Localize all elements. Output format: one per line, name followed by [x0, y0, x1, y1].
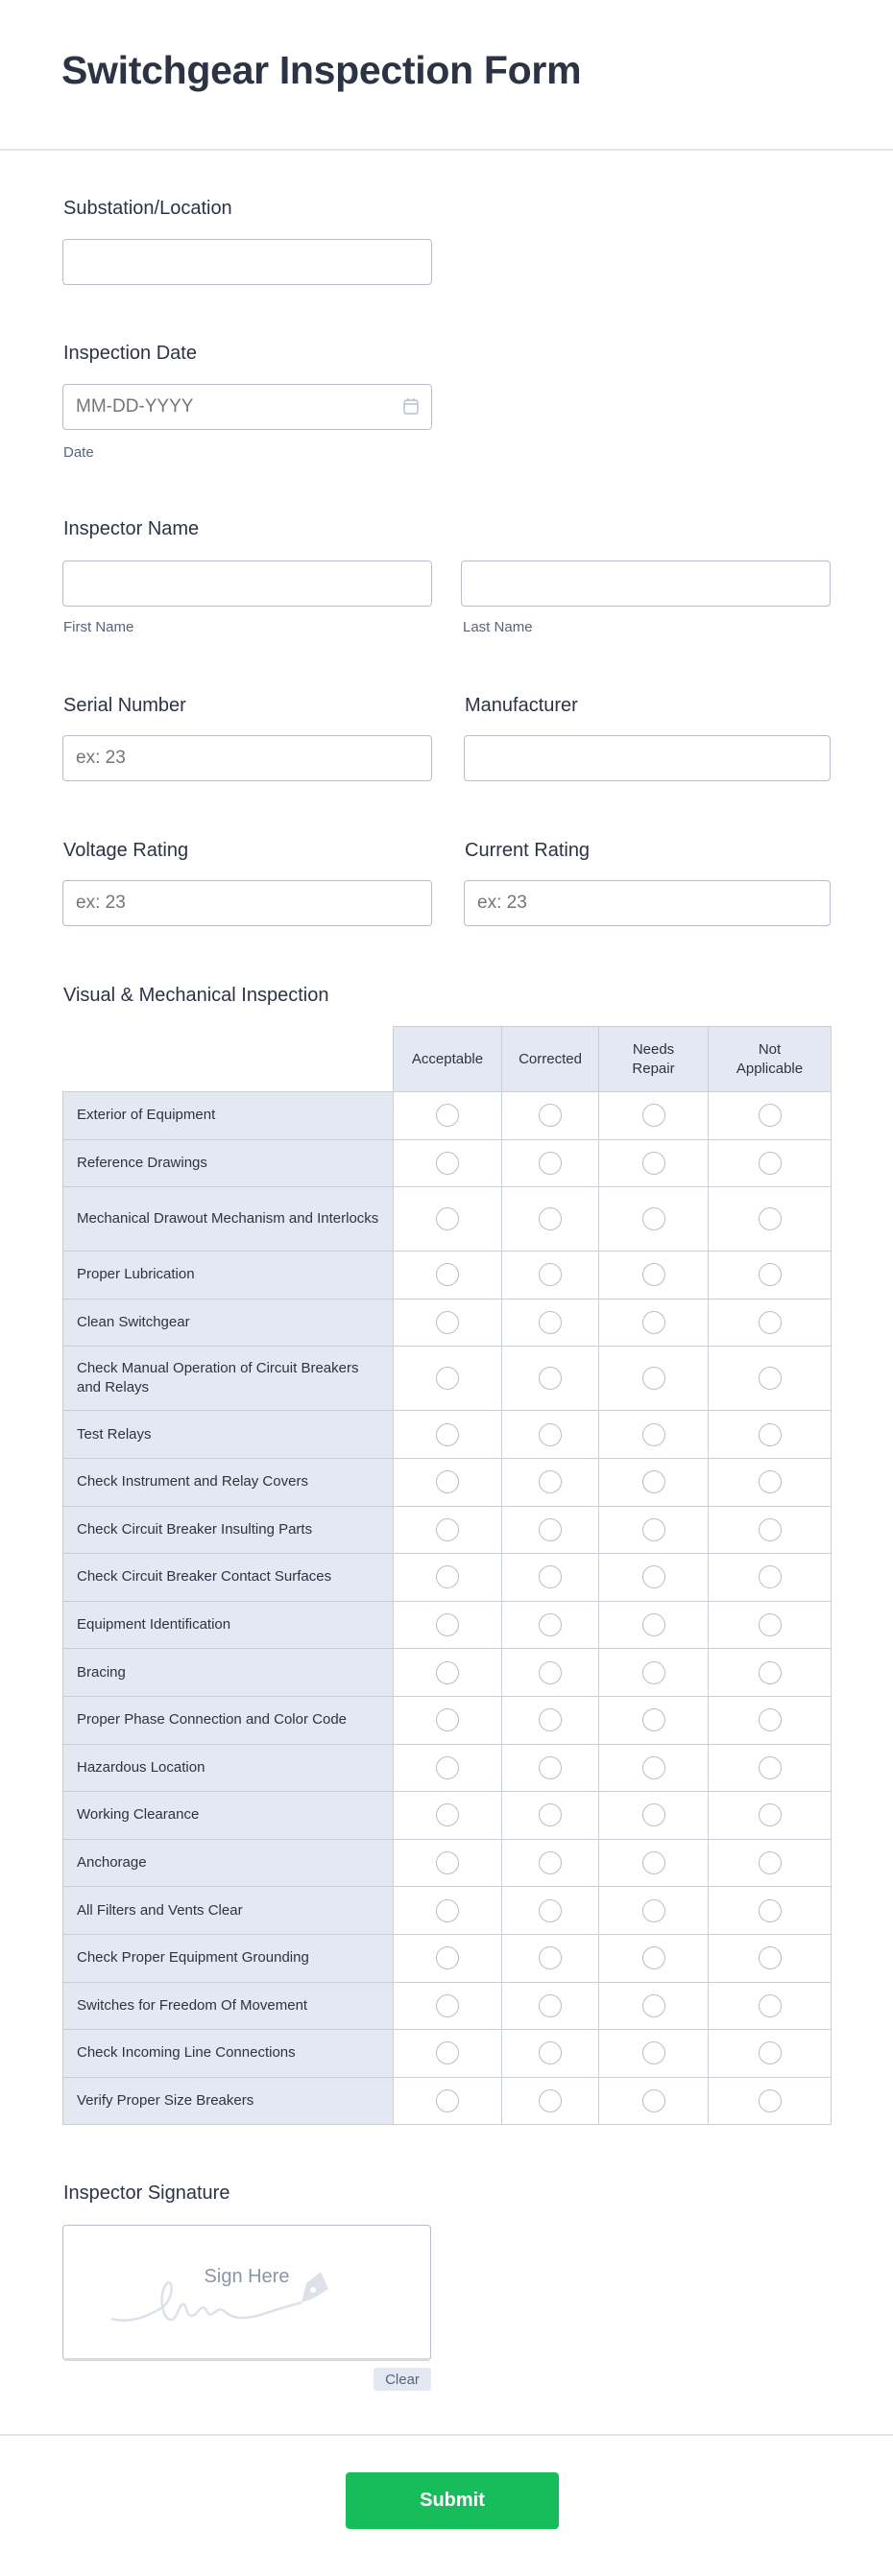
radio-button[interactable] [642, 1367, 665, 1390]
matrix-cell [394, 1187, 502, 1252]
current-rating-label: Current Rating [465, 840, 591, 861]
matrix-row [63, 1982, 832, 2030]
radio-button[interactable] [539, 1994, 562, 2017]
radio-button[interactable] [642, 1899, 665, 1922]
radio-button[interactable] [436, 1899, 459, 1922]
radio-button[interactable] [539, 1311, 562, 1334]
radio-button[interactable] [539, 1661, 562, 1684]
radio-button[interactable] [539, 1851, 562, 1874]
radio-button[interactable] [539, 1263, 562, 1286]
signature-pen-icon [109, 2264, 340, 2331]
radio-button[interactable] [642, 1152, 665, 1175]
current-rating-input[interactable] [464, 880, 831, 926]
radio-button[interactable] [642, 2041, 665, 2064]
matrix-cell [502, 2030, 599, 2078]
manufacturer-label: Manufacturer [465, 695, 578, 716]
substation-input[interactable] [62, 239, 432, 285]
matrix-cell [709, 1934, 832, 1982]
radio-button[interactable] [539, 1104, 562, 1127]
matrix-row [63, 1696, 832, 1744]
radio-button[interactable] [642, 1803, 665, 1826]
matrix-cell [599, 2077, 709, 2125]
matrix-cell [502, 1092, 599, 1140]
radio-button[interactable] [642, 1661, 665, 1684]
radio-button[interactable] [436, 1207, 459, 1230]
signature-pad[interactable] [62, 2225, 431, 2361]
radio-button[interactable] [436, 1756, 459, 1779]
matrix-cell [709, 1092, 832, 1140]
matrix-cell [502, 1887, 599, 1935]
matrix-row-label: Clean Switchgear [63, 1299, 394, 1347]
radio-button[interactable] [759, 1470, 782, 1493]
voltage-rating-label: Voltage Rating [63, 840, 189, 861]
matrix-cell [394, 1139, 502, 1187]
matrix-row-label: Check Incoming Line Connections [63, 2030, 394, 2078]
matrix-cell [394, 1252, 502, 1300]
matrix-cell [502, 1139, 599, 1187]
radio-button[interactable] [642, 1518, 665, 1541]
matrix-cell [502, 2077, 599, 2125]
radio-button[interactable] [436, 1803, 459, 1826]
matrix-row-label: Mechanical Drawout Mechanism and Interlocks [63, 1187, 394, 1252]
matrix-cell [502, 1187, 599, 1252]
matrix-cell [394, 1411, 502, 1459]
radio-button[interactable] [759, 1756, 782, 1779]
last-name-sublabel: Last Name [463, 619, 533, 635]
matrix-cell [502, 1696, 599, 1744]
matrix-row-label: Switches for Freedom Of Movement [63, 1982, 394, 2030]
matrix-row-label: Anchorage [63, 1839, 394, 1887]
radio-button[interactable] [539, 1708, 562, 1731]
radio-button[interactable] [436, 2089, 459, 2112]
matrix-label: Visual & Mechanical Inspection [63, 985, 329, 1006]
radio-button[interactable] [642, 1946, 665, 1969]
matrix-cell [599, 1601, 709, 1649]
radio-button[interactable] [436, 1367, 459, 1390]
header-divider [0, 149, 893, 151]
substation-label: Substation/Location [63, 198, 232, 219]
matrix-row-label: Check Proper Equipment Grounding [63, 1934, 394, 1982]
radio-button[interactable] [642, 1708, 665, 1731]
matrix-cell [599, 1696, 709, 1744]
calendar-icon[interactable] [403, 397, 419, 415]
radio-button[interactable] [642, 1207, 665, 1230]
matrix-cell [394, 1792, 502, 1840]
matrix-cell [709, 1252, 832, 1300]
first-name-sublabel: First Name [63, 619, 134, 635]
clear-signature-button[interactable]: Clear [374, 2368, 431, 2391]
radio-button[interactable] [436, 1423, 459, 1446]
matrix-column-header: Acceptable [394, 1027, 502, 1092]
matrix-cell [502, 1458, 599, 1506]
radio-button[interactable] [759, 1263, 782, 1286]
matrix-row [63, 1601, 832, 1649]
matrix-cell [599, 2030, 709, 2078]
radio-button[interactable] [539, 1565, 562, 1588]
matrix-cell [394, 1887, 502, 1935]
radio-button[interactable] [436, 1851, 459, 1874]
date-sublabel: Date [63, 444, 94, 461]
matrix-row [63, 1839, 832, 1887]
matrix-cell [502, 1839, 599, 1887]
last-name-input[interactable] [461, 561, 831, 607]
matrix-row [63, 1744, 832, 1792]
radio-button[interactable] [436, 1104, 459, 1127]
matrix-row [63, 2077, 832, 2125]
matrix-cell [599, 1187, 709, 1252]
matrix-row [63, 1252, 832, 1300]
matrix-cell [502, 1347, 599, 1411]
radio-button[interactable] [436, 1661, 459, 1684]
matrix-cell [502, 1792, 599, 1840]
matrix-cell [709, 2030, 832, 2078]
matrix-row [63, 1299, 832, 1347]
radio-button[interactable] [539, 1470, 562, 1493]
matrix-cell [709, 1982, 832, 2030]
radio-button[interactable] [642, 1613, 665, 1636]
matrix-cell [599, 1347, 709, 1411]
submit-button[interactable]: Submit [346, 2472, 559, 2529]
radio-button[interactable] [759, 2041, 782, 2064]
radio-button[interactable] [436, 2041, 459, 2064]
matrix-cell [394, 2077, 502, 2125]
radio-button[interactable] [759, 1104, 782, 1127]
matrix-cell [394, 1601, 502, 1649]
matrix-row-label: Check Instrument and Relay Covers [63, 1458, 394, 1506]
matrix-cell [709, 1458, 832, 1506]
matrix-cell [599, 1982, 709, 2030]
matrix-row [63, 1554, 832, 1602]
radio-button[interactable] [436, 1263, 459, 1286]
matrix-cell [394, 1934, 502, 1982]
matrix-row-label: Bracing [63, 1649, 394, 1697]
matrix-row [63, 1092, 832, 1140]
matrix-row [63, 1139, 832, 1187]
radio-button[interactable] [436, 1708, 459, 1731]
matrix-row [63, 1649, 832, 1697]
radio-button[interactable] [642, 1994, 665, 2017]
inspector-name-label: Inspector Name [63, 518, 200, 539]
matrix-cell [599, 1554, 709, 1602]
radio-button[interactable] [759, 1311, 782, 1334]
radio-button[interactable] [436, 1946, 459, 1969]
matrix-cell [502, 1299, 599, 1347]
matrix-cell [502, 1252, 599, 1300]
matrix-row [63, 1934, 832, 1982]
radio-button[interactable] [642, 1565, 665, 1588]
radio-button[interactable] [539, 1152, 562, 1175]
matrix-cell [394, 2030, 502, 2078]
matrix-cell [394, 1458, 502, 1506]
radio-button[interactable] [759, 1994, 782, 2017]
radio-button[interactable] [539, 1518, 562, 1541]
matrix-cell [709, 1139, 832, 1187]
radio-button[interactable] [436, 1311, 459, 1334]
first-name-input[interactable] [62, 561, 432, 607]
matrix-cell [709, 1839, 832, 1887]
matrix-column-header: Corrected [502, 1027, 599, 1092]
matrix-row-label: Test Relays [63, 1411, 394, 1459]
radio-button[interactable] [759, 1803, 782, 1826]
matrix-cell [599, 1839, 709, 1887]
radio-button[interactable] [759, 1565, 782, 1588]
matrix-cell [709, 1506, 832, 1554]
serial-number-label: Serial Number [63, 695, 186, 716]
radio-button[interactable] [539, 1899, 562, 1922]
matrix-cell [502, 1934, 599, 1982]
matrix-cell [599, 1792, 709, 1840]
matrix-cell [502, 1601, 599, 1649]
radio-button[interactable] [642, 2089, 665, 2112]
matrix-row-label: Reference Drawings [63, 1139, 394, 1187]
voltage-rating-input[interactable] [62, 880, 432, 926]
matrix-row-label: Check Circuit Breaker Insulting Parts [63, 1506, 394, 1554]
matrix-cell [394, 1092, 502, 1140]
matrix-cell [502, 1649, 599, 1697]
matrix-row-label: Proper Phase Connection and Color Code [63, 1696, 394, 1744]
matrix-cell [394, 1744, 502, 1792]
radio-button[interactable] [642, 1423, 665, 1446]
inspection-matrix [62, 1026, 832, 2125]
radio-button[interactable] [539, 1613, 562, 1636]
matrix-cell [709, 1649, 832, 1697]
radio-button[interactable] [759, 1207, 782, 1230]
matrix-row [63, 1347, 832, 1411]
matrix-cell [599, 1887, 709, 1935]
matrix-cell [709, 2077, 832, 2125]
matrix-cell [599, 1506, 709, 1554]
radio-button[interactable] [759, 1899, 782, 1922]
matrix-corner [63, 1027, 394, 1092]
radio-button[interactable] [436, 1613, 459, 1636]
matrix-cell [599, 1934, 709, 1982]
footer-divider [0, 2434, 893, 2436]
matrix-cell [394, 1696, 502, 1744]
matrix-column-header: Not Applicable [709, 1027, 832, 1092]
matrix-cell [599, 1299, 709, 1347]
matrix-cell [709, 1887, 832, 1935]
radio-button[interactable] [759, 2089, 782, 2112]
matrix-cell [394, 1506, 502, 1554]
matrix-cell [709, 1299, 832, 1347]
matrix-cell [394, 1839, 502, 1887]
radio-button[interactable] [539, 1803, 562, 1826]
date-field[interactable] [62, 384, 432, 430]
radio-button[interactable] [642, 1851, 665, 1874]
matrix-row-label: Check Circuit Breaker Contact Surfaces [63, 1554, 394, 1602]
radio-button[interactable] [539, 1946, 562, 1969]
inspection-date-label: Inspection Date [63, 343, 197, 364]
matrix-cell [599, 1744, 709, 1792]
matrix-row-label: All Filters and Vents Clear [63, 1887, 394, 1935]
radio-button[interactable] [642, 1311, 665, 1334]
radio-button[interactable] [642, 1756, 665, 1779]
radio-button[interactable] [539, 1207, 562, 1230]
matrix-row [63, 2030, 832, 2078]
matrix-cell [599, 1411, 709, 1459]
matrix-cell [599, 1252, 709, 1300]
matrix-row [63, 1411, 832, 1459]
radio-button[interactable] [642, 1263, 665, 1286]
radio-button[interactable] [759, 1152, 782, 1175]
radio-button[interactable] [436, 1470, 459, 1493]
matrix-cell [394, 1299, 502, 1347]
radio-button[interactable] [642, 1470, 665, 1493]
matrix-cell [394, 1982, 502, 2030]
matrix-cell [394, 1347, 502, 1411]
matrix-row-label: Proper Lubrication [63, 1252, 394, 1300]
radio-button[interactable] [539, 2041, 562, 2064]
matrix-row-label: Working Clearance [63, 1792, 394, 1840]
matrix-cell [502, 1506, 599, 1554]
matrix-row-label: Hazardous Location [63, 1744, 394, 1792]
radio-button[interactable] [759, 1708, 782, 1731]
matrix-cell [709, 1792, 832, 1840]
radio-button[interactable] [759, 1367, 782, 1390]
matrix-cell [709, 1696, 832, 1744]
radio-button[interactable] [759, 1423, 782, 1446]
matrix-cell [599, 1649, 709, 1697]
manufacturer-input[interactable] [464, 735, 831, 781]
radio-button[interactable] [539, 1756, 562, 1779]
radio-button[interactable] [759, 1851, 782, 1874]
matrix-row-label: Equipment Identification [63, 1601, 394, 1649]
matrix-row [63, 1187, 832, 1252]
radio-button[interactable] [539, 1423, 562, 1446]
radio-button[interactable] [436, 1994, 459, 2017]
matrix-row-label: Check Manual Operation of Circuit Breakers and Relays [63, 1347, 394, 1411]
sign-here-placeholder: Sign Here [204, 2266, 290, 2287]
matrix-cell [709, 1601, 832, 1649]
signature-label: Inspector Signature [63, 2182, 230, 2204]
matrix-row-label: Exterior of Equipment [63, 1092, 394, 1140]
matrix-row [63, 1458, 832, 1506]
matrix-cell [709, 1347, 832, 1411]
matrix-cell [502, 1411, 599, 1459]
date-input[interactable] [62, 384, 432, 430]
matrix-cell [599, 1458, 709, 1506]
radio-button[interactable] [759, 1518, 782, 1541]
radio-button[interactable] [436, 1152, 459, 1175]
matrix-column-header: Needs Repair [599, 1027, 709, 1092]
matrix-cell [709, 1411, 832, 1459]
matrix-cell [394, 1554, 502, 1602]
matrix-cell [394, 1649, 502, 1697]
matrix-row [63, 1506, 832, 1554]
serial-number-input[interactable] [62, 735, 432, 781]
matrix-row-label: Verify Proper Size Breakers [63, 2077, 394, 2125]
radio-button[interactable] [759, 1613, 782, 1636]
radio-button[interactable] [759, 1661, 782, 1684]
radio-button[interactable] [539, 2089, 562, 2112]
matrix-cell [599, 1092, 709, 1140]
matrix-cell [709, 1744, 832, 1792]
matrix-cell [502, 1554, 599, 1602]
radio-button[interactable] [436, 1565, 459, 1588]
matrix-cell [502, 1744, 599, 1792]
matrix-cell [709, 1187, 832, 1252]
radio-button[interactable] [539, 1367, 562, 1390]
matrix-row [63, 1792, 832, 1840]
radio-button[interactable] [759, 1946, 782, 1969]
matrix-cell [709, 1554, 832, 1602]
radio-button[interactable] [642, 1104, 665, 1127]
matrix-cell [502, 1982, 599, 2030]
radio-button[interactable] [436, 1518, 459, 1541]
matrix-row [63, 1887, 832, 1935]
form-title: Switchgear Inspection Form [61, 48, 582, 92]
matrix-cell [599, 1139, 709, 1187]
